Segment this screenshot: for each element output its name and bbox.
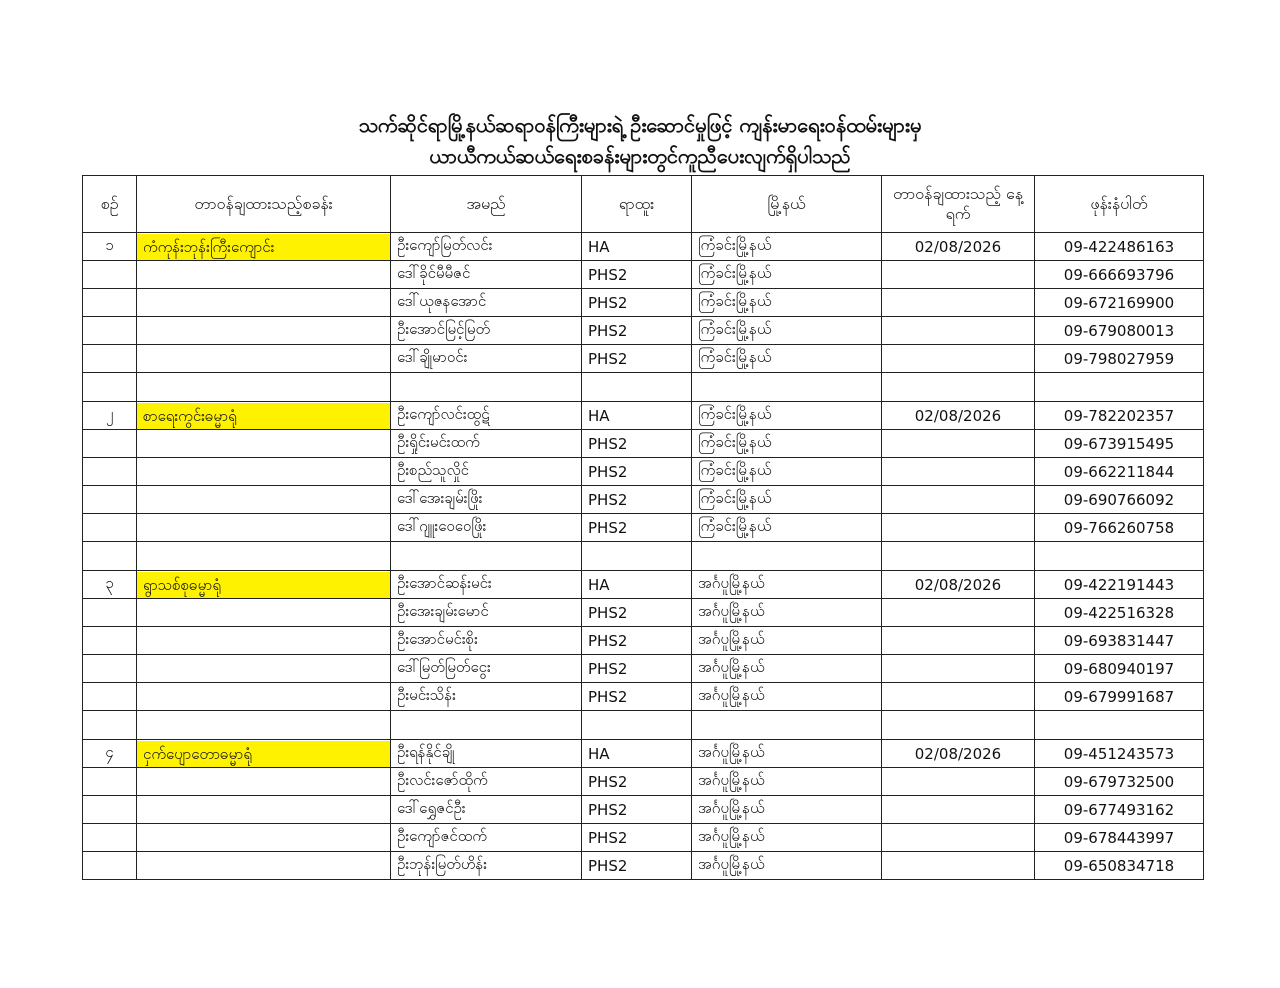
- row-number: [83, 261, 137, 289]
- table-row: [83, 261, 1204, 289]
- township-cell: ကြံခင်းမြို့နယ်: [692, 430, 882, 458]
- rank-cell: PHS2: [582, 317, 692, 345]
- name-cell: ဦးဘုန်းမြတ်ဟိန်း: [391, 852, 582, 880]
- empty-cell: [1035, 373, 1204, 402]
- rank-cell: PHS2: [582, 430, 692, 458]
- station-cell: [137, 796, 391, 824]
- station-cell: [137, 571, 391, 599]
- township-cell: အင်္ဂပူမြို့နယ်: [692, 824, 882, 852]
- highlighted-station-label: ရွာသစ်စုဓမ္မာရုံ: [137, 572, 390, 598]
- header-date: တာဝန်ချထားသည့် နေ့ရက်: [882, 176, 1035, 233]
- station-cell: [137, 486, 391, 514]
- row-number: [83, 458, 137, 486]
- empty-cell: [1035, 542, 1204, 571]
- empty-cell: [391, 373, 582, 402]
- station-cell: [137, 458, 391, 486]
- staff-roster-table: [82, 175, 1204, 880]
- name-cell: ဦးရန်နိုင်ချို: [391, 740, 582, 768]
- row-number: [83, 768, 137, 796]
- rank-cell: PHS2: [582, 486, 692, 514]
- township-cell: ကြံခင်းမြို့နယ်: [692, 514, 882, 542]
- row-number: [83, 486, 137, 514]
- phone-cell: 09-680940197: [1035, 655, 1204, 683]
- date-cell: 02/08/2026: [882, 402, 1035, 430]
- phone-cell: 09-690766092: [1035, 486, 1204, 514]
- document-title-line-2: ယာယီကယ်ဆယ်ရေးစခန်းများတွင်ကူညီပေးလျက်ရှိပါသည်: [429, 144, 851, 168]
- spacer-row: [83, 542, 1204, 571]
- row-number: [83, 852, 137, 880]
- township-cell: အင်္ဂပူမြို့နယ်: [692, 599, 882, 627]
- name-cell: ဒေါ်ဂျူးဝေဝေဖြိုး: [391, 514, 582, 542]
- empty-cell: [83, 711, 137, 740]
- phone-cell: 09-673915495: [1035, 430, 1204, 458]
- name-cell: ဒေါ်မြတ်မြတ်ငွေး: [391, 655, 582, 683]
- empty-cell: [582, 542, 692, 571]
- name-cell: ဦးရှိုင်းမင်းထက်: [391, 430, 582, 458]
- phone-cell: 09-672169900: [1035, 289, 1204, 317]
- table-row: [83, 852, 1204, 880]
- table-row: [83, 683, 1204, 711]
- phone-cell: 09-422516328: [1035, 599, 1204, 627]
- table-row: [83, 430, 1204, 458]
- row-number: [83, 824, 137, 852]
- rank-cell: PHS2: [582, 627, 692, 655]
- phone-cell: 09-679080013: [1035, 317, 1204, 345]
- rank-cell: PHS2: [582, 796, 692, 824]
- table-row: [83, 345, 1204, 373]
- date-cell: [882, 627, 1035, 655]
- name-cell: ဦးမင်းသိန်း: [391, 683, 582, 711]
- phone-cell: 09-662211844: [1035, 458, 1204, 486]
- phone-cell: 09-677493162: [1035, 796, 1204, 824]
- empty-cell: [582, 373, 692, 402]
- township-cell: ကြံခင်းမြို့နယ်: [692, 345, 882, 373]
- rank-cell: PHS2: [582, 683, 692, 711]
- row-number: [83, 345, 137, 373]
- station-cell: [137, 599, 391, 627]
- empty-cell: [692, 711, 882, 740]
- date-cell: [882, 796, 1035, 824]
- phone-cell: 09-693831447: [1035, 627, 1204, 655]
- roster-body: [83, 233, 1204, 880]
- township-cell: အင်္ဂပူမြို့နယ်: [692, 768, 882, 796]
- station-cell: [137, 345, 391, 373]
- empty-cell: [882, 542, 1035, 571]
- table-row: [83, 289, 1204, 317]
- empty-cell: [1035, 711, 1204, 740]
- phone-cell: 09-666693796: [1035, 261, 1204, 289]
- rank-cell: PHS2: [582, 768, 692, 796]
- header-station: တာဝန်ချထားသည့်စခန်း: [137, 176, 391, 233]
- date-cell: [882, 852, 1035, 880]
- date-cell: [882, 683, 1035, 711]
- date-cell: 02/08/2026: [882, 571, 1035, 599]
- highlighted-station-label: ကံကုန်းဘုန်းကြီးကျောင်း: [137, 234, 390, 260]
- date-cell: [882, 768, 1035, 796]
- row-number: [83, 599, 137, 627]
- date-cell: [882, 824, 1035, 852]
- date-cell: 02/08/2026: [882, 233, 1035, 261]
- station-cell: [137, 740, 391, 768]
- header-name: အမည်: [391, 176, 582, 233]
- name-cell: ဒေါ်ချိုမာဝင်း: [391, 345, 582, 373]
- station-cell: [137, 514, 391, 542]
- phone-cell: 09-679732500: [1035, 768, 1204, 796]
- station-cell: [137, 289, 391, 317]
- station-cell: [137, 768, 391, 796]
- highlighted-station-label: စာရေးကွင်းဓမ္မာရုံ: [137, 403, 390, 429]
- empty-cell: [83, 542, 137, 571]
- header-township: မြို့နယ်: [692, 176, 882, 233]
- row-number: ၄: [83, 740, 137, 768]
- table-row: [83, 740, 1204, 768]
- empty-cell: [692, 542, 882, 571]
- empty-cell: [882, 373, 1035, 402]
- name-cell: ဒေါ်အေးချမ်းဖြိုး: [391, 486, 582, 514]
- empty-cell: [391, 542, 582, 571]
- header-no: စဉ်: [83, 176, 137, 233]
- phone-cell: 09-679991687: [1035, 683, 1204, 711]
- date-cell: [882, 514, 1035, 542]
- date-cell: [882, 345, 1035, 373]
- rank-cell: HA: [582, 233, 692, 261]
- township-cell: အင်္ဂပူမြို့နယ်: [692, 655, 882, 683]
- document-title-line-1: သက်ဆိုင်ရာမြို့နယ်ဆရာဝန်ကြီးများရဲ့ ဦးဆောင်မှုဖြင့် ကျန်းမာရေးဝန်ထမ်းများမှ: [358, 113, 922, 137]
- rank-cell: PHS2: [582, 261, 692, 289]
- name-cell: ဒေါ်ရွှေဇင်ဦး: [391, 796, 582, 824]
- name-cell: ဦးစည်သူလှိုင်: [391, 458, 582, 486]
- table-row: [83, 458, 1204, 486]
- date-cell: [882, 261, 1035, 289]
- date-cell: 02/08/2026: [882, 740, 1035, 768]
- station-cell: [137, 655, 391, 683]
- station-cell: [137, 824, 391, 852]
- row-number: [83, 655, 137, 683]
- empty-cell: [83, 373, 137, 402]
- date-cell: [882, 289, 1035, 317]
- rank-cell: PHS2: [582, 852, 692, 880]
- township-cell: ကြံခင်းမြို့နယ်: [692, 486, 882, 514]
- township-cell: ကြံခင်းမြို့နယ်: [692, 289, 882, 317]
- table-row: [83, 233, 1204, 261]
- township-cell: ကြံခင်းမြို့နယ်: [692, 233, 882, 261]
- empty-cell: [137, 542, 391, 571]
- phone-cell: 09-650834718: [1035, 852, 1204, 880]
- station-cell: [137, 261, 391, 289]
- township-cell: အင်္ဂပူမြို့နယ်: [692, 796, 882, 824]
- rank-cell: PHS2: [582, 514, 692, 542]
- spacer-row: [83, 373, 1204, 402]
- township-cell: အင်္ဂပူမြို့နယ်: [692, 627, 882, 655]
- name-cell: ဒေါ်ယုဇနအောင်: [391, 289, 582, 317]
- row-number: [83, 289, 137, 317]
- empty-cell: [692, 373, 882, 402]
- station-cell: [137, 627, 391, 655]
- township-cell: အင်္ဂပူမြို့နယ်: [692, 571, 882, 599]
- empty-cell: [391, 711, 582, 740]
- table-row: [83, 514, 1204, 542]
- empty-cell: [882, 711, 1035, 740]
- station-cell: [137, 317, 391, 345]
- township-cell: အင်္ဂပူမြို့နယ်: [692, 852, 882, 880]
- table-row: [83, 599, 1204, 627]
- header-rank: ရာထူး: [582, 176, 692, 233]
- row-number: [83, 317, 137, 345]
- date-cell: [882, 486, 1035, 514]
- phone-cell: 09-798027959: [1035, 345, 1204, 373]
- phone-cell: 09-678443997: [1035, 824, 1204, 852]
- row-number: [83, 514, 137, 542]
- row-number: ၁: [83, 233, 137, 261]
- station-cell: [137, 430, 391, 458]
- date-cell: [882, 458, 1035, 486]
- rank-cell: PHS2: [582, 345, 692, 373]
- header-row: [83, 176, 1204, 233]
- table-row: [83, 571, 1204, 599]
- row-number: [83, 627, 137, 655]
- table-row: [83, 796, 1204, 824]
- rank-cell: PHS2: [582, 599, 692, 627]
- table-row: [83, 768, 1204, 796]
- township-cell: ကြံခင်းမြို့နယ်: [692, 261, 882, 289]
- row-number: ၂: [83, 402, 137, 430]
- rank-cell: PHS2: [582, 289, 692, 317]
- header-phone: ဖုန်းနံပါတ်: [1035, 176, 1204, 233]
- rank-cell: HA: [582, 740, 692, 768]
- rank-cell: PHS2: [582, 458, 692, 486]
- date-cell: [882, 430, 1035, 458]
- township-cell: အင်္ဂပူမြို့နယ်: [692, 683, 882, 711]
- rank-cell: PHS2: [582, 824, 692, 852]
- phone-cell: 09-422486163: [1035, 233, 1204, 261]
- phone-cell: 09-766260758: [1035, 514, 1204, 542]
- name-cell: ဦးအောင်မြင့်မြတ်: [391, 317, 582, 345]
- phone-cell: 09-422191443: [1035, 571, 1204, 599]
- highlighted-station-label: ငှက်ပျောတောဓမ္မာရုံ: [137, 741, 390, 767]
- rank-cell: HA: [582, 571, 692, 599]
- station-cell: [137, 402, 391, 430]
- table-row: [83, 655, 1204, 683]
- empty-cell: [582, 711, 692, 740]
- name-cell: ဦးအောင်ဆန်းမင်း: [391, 571, 582, 599]
- name-cell: ဦးအေးချမ်းမောင်: [391, 599, 582, 627]
- table-row: [83, 627, 1204, 655]
- row-number: [83, 796, 137, 824]
- row-number: [83, 683, 137, 711]
- phone-cell: 09-451243573: [1035, 740, 1204, 768]
- table-row: [83, 317, 1204, 345]
- station-cell: [137, 683, 391, 711]
- phone-cell: 09-782202357: [1035, 402, 1204, 430]
- name-cell: ဦးအောင်မင်းစိုး: [391, 627, 582, 655]
- table-row: [83, 402, 1204, 430]
- table-row: [83, 486, 1204, 514]
- empty-cell: [137, 711, 391, 740]
- township-cell: အင်္ဂပူမြို့နယ်: [692, 740, 882, 768]
- rank-cell: HA: [582, 402, 692, 430]
- date-cell: [882, 317, 1035, 345]
- name-cell: ဦးကျော်ဇင်ထက်: [391, 824, 582, 852]
- station-cell: [137, 852, 391, 880]
- township-cell: ကြံခင်းမြို့နယ်: [692, 317, 882, 345]
- empty-cell: [137, 373, 391, 402]
- spacer-row: [83, 711, 1204, 740]
- name-cell: ဦးကျော်မြတ်လင်း: [391, 233, 582, 261]
- station-cell: [137, 233, 391, 261]
- township-cell: ကြံခင်းမြို့နယ်: [692, 402, 882, 430]
- date-cell: [882, 599, 1035, 627]
- name-cell: ဦးကျော်လင်းထွဋ်: [391, 402, 582, 430]
- name-cell: ဦးလင်းဇော်ထိုက်: [391, 768, 582, 796]
- row-number: [83, 430, 137, 458]
- table-row: [83, 824, 1204, 852]
- row-number: ၃: [83, 571, 137, 599]
- name-cell: ဒေါ်ခိုင်မီမီဇင်: [391, 261, 582, 289]
- date-cell: [882, 655, 1035, 683]
- rank-cell: PHS2: [582, 655, 692, 683]
- township-cell: ကြံခင်းမြို့နယ်: [692, 458, 882, 486]
